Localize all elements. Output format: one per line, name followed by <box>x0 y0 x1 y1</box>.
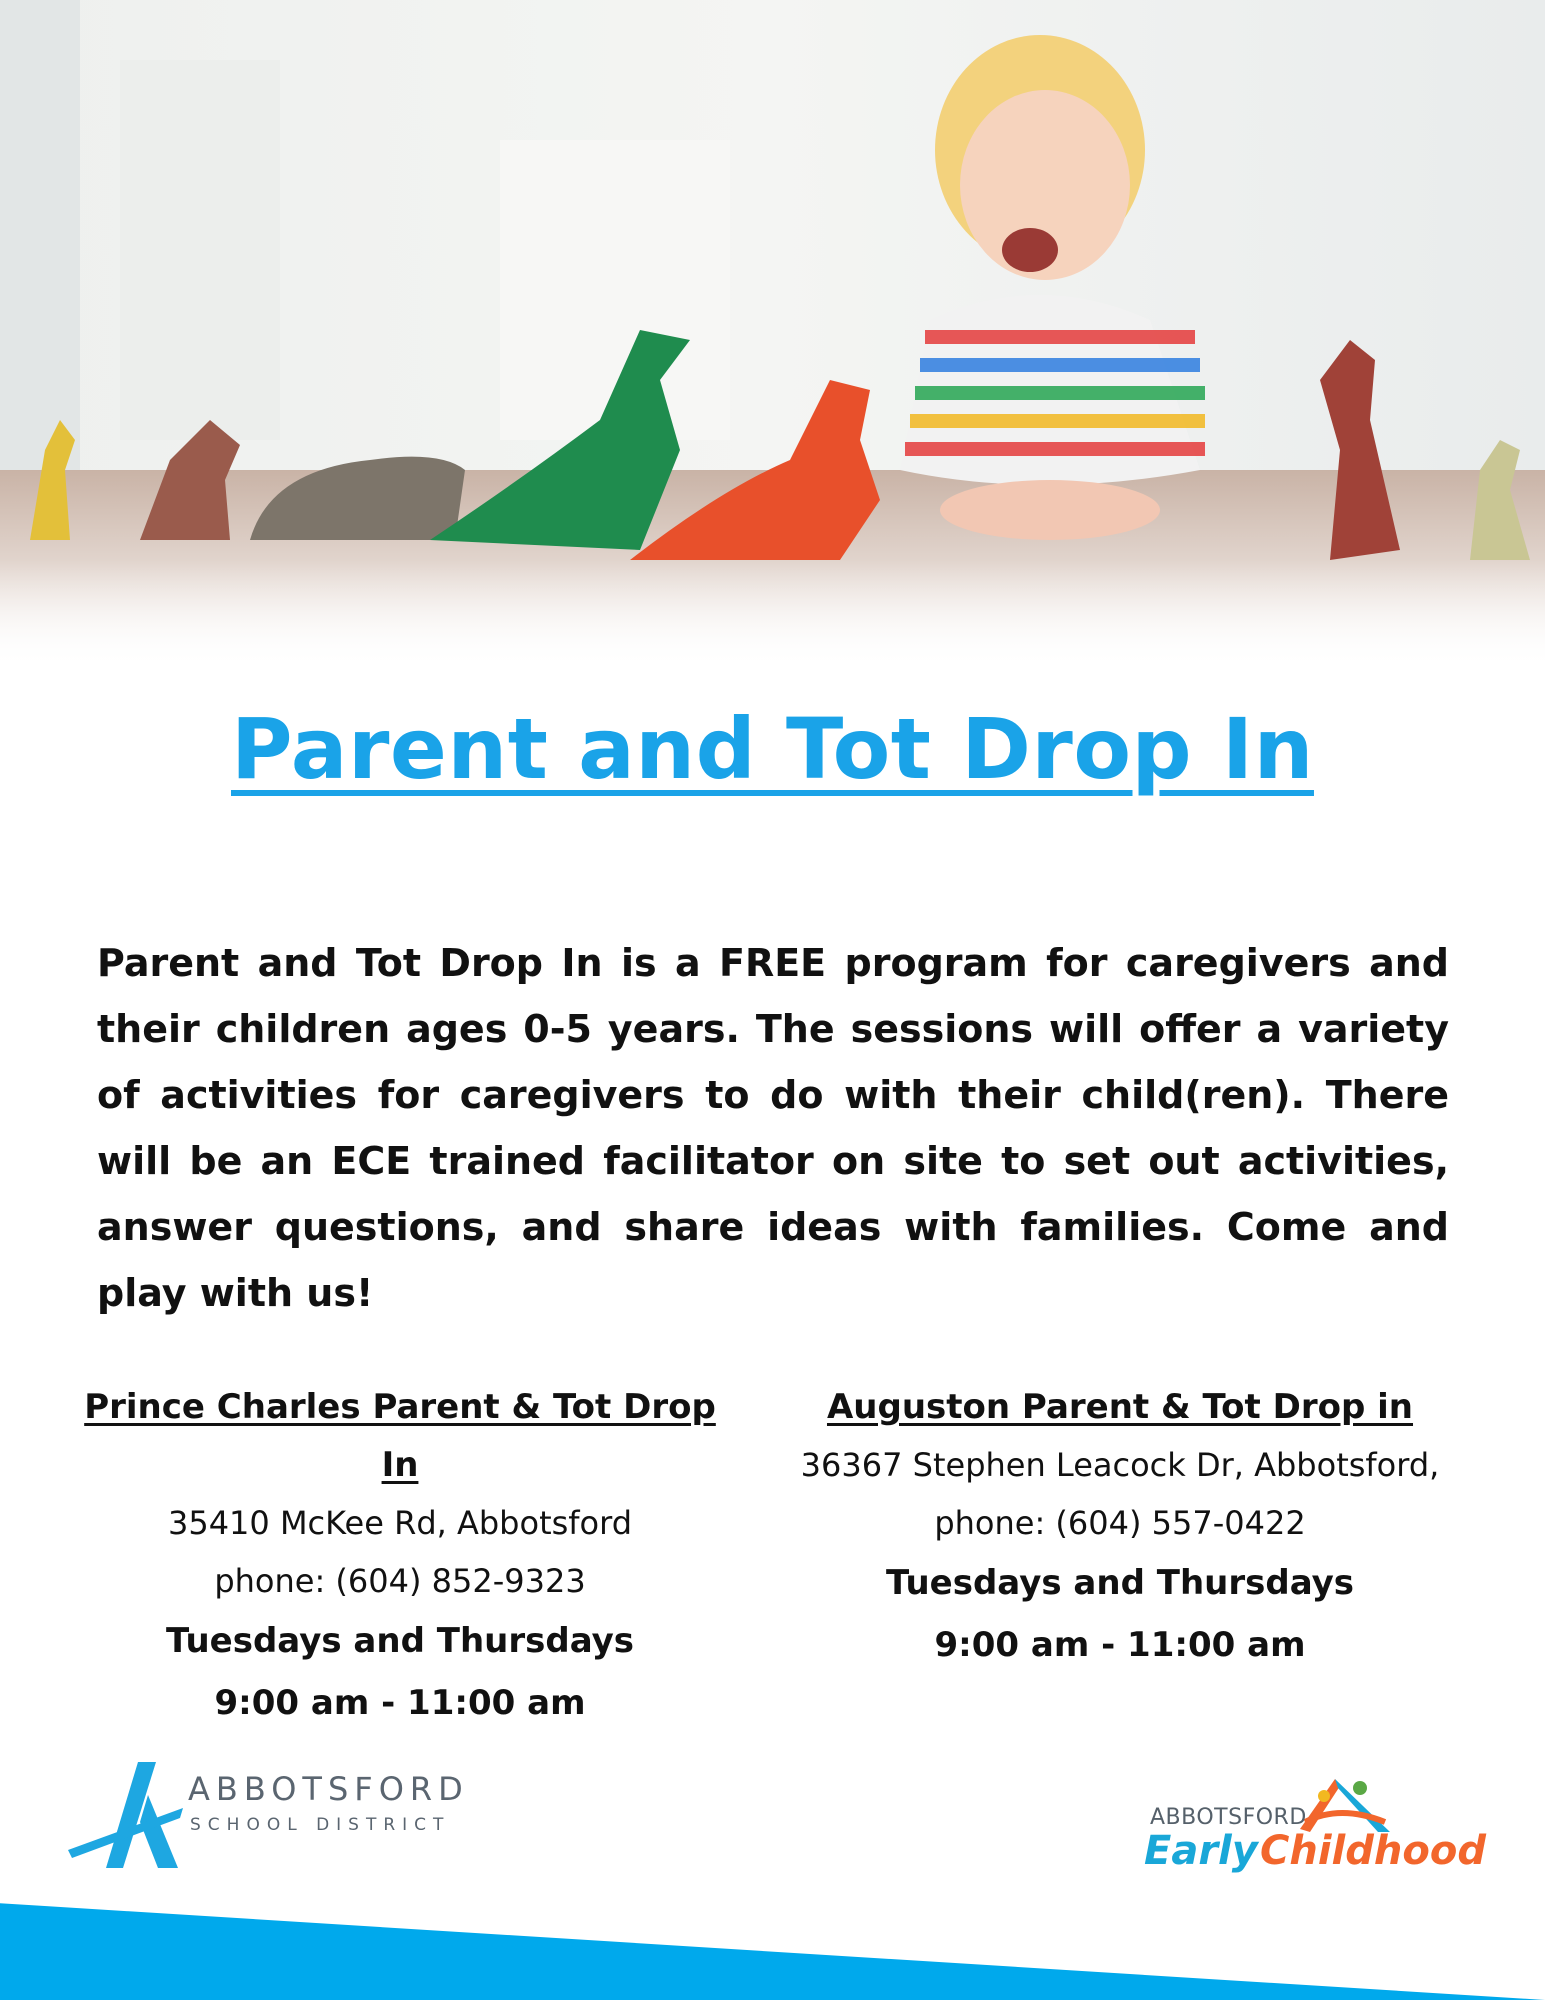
location-auguston <box>770 1378 1470 1676</box>
location-hours: 9:00 am - 11:00 am <box>934 1625 1306 1665</box>
school-district-sub: SCHOOL DISTRICT <box>190 1815 451 1835</box>
location-days: Tuesdays and Thursdays <box>886 1563 1354 1603</box>
location-phone: phone: (604) 557-0422 <box>934 1504 1306 1542</box>
school-district-mark-icon <box>68 1760 188 1870</box>
school-district-name: ABBOTSFORD <box>188 1770 469 1808</box>
early-childhood-top: ABBOTSFORD <box>1150 1805 1307 1830</box>
location-days: Tuesdays and Thursdays <box>166 1621 634 1661</box>
location-name: Auguston Parent & Tot Drop in <box>826 1387 1414 1427</box>
bottom-corner-accent <box>0 1890 1545 2000</box>
location-hours: 9:00 am - 11:00 am <box>214 1683 586 1723</box>
early-childhood-word-early: Early <box>1144 1828 1258 1874</box>
location-address: 36367 Stephen Leacock Dr, Abbotsford, <box>800 1446 1440 1484</box>
location-phone: phone: (604) 852-9323 <box>214 1562 586 1600</box>
page-title: Parent and Tot Drop In <box>231 700 1314 798</box>
abbotsford-early-childhood-logo <box>1142 1780 1486 1890</box>
early-childhood-word-childhood: Childhood <box>1260 1828 1486 1874</box>
location-name: Prince Charles Parent & Tot Drop In <box>84 1387 716 1485</box>
intro-paragraph: Parent and Tot Drop In is a FREE program for caregivers and their children ages 0-5 years. The sessions will offer a variety of activities for caregivers to do with their child(ren). There will be an ECE trained facilitator on site to set out activities, answer questions, and share ideas with families. Come and play with us! <box>97 941 1449 1315</box>
abbotsford-school-district-logo <box>68 1765 488 1865</box>
location-address: 35410 McKee Rd, Abbotsford <box>167 1504 633 1542</box>
hero-photo <box>0 0 1545 668</box>
location-prince-charles <box>70 1378 730 1734</box>
